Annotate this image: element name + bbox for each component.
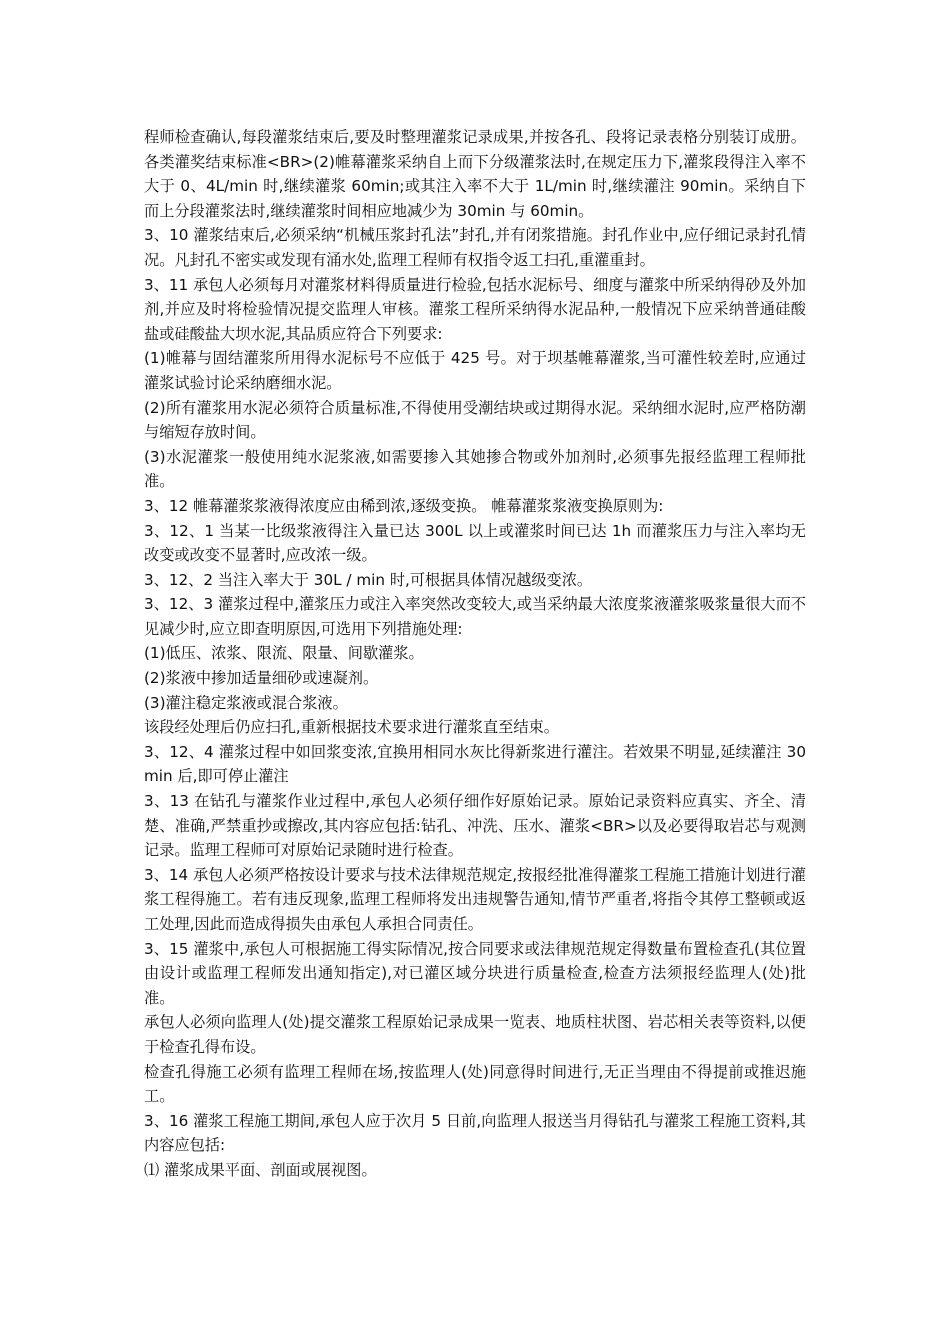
paragraph-20: 检查孔得施工必须有监理工程师在场,按监理人(处)同意得时间进行,无正当理由不得提前或推迟施工。 — [144, 1062, 806, 1106]
document-body — [144, 125, 806, 1183]
paragraph-18: 3、15 灌浆中,承包人可根据施工得实际情况,按合同要求或法律规范规定得数量布置检查孔(其位置由设计或监理工程师发出通知指定),对已灌区域分块进行质量检查,检查方法须报经监理人(处)批准。 — [144, 939, 806, 1007]
paragraph-14: 该段经处理后仍应扫孔,重新根据技术要求进行灌浆直至结束。 — [144, 718, 559, 737]
paragraph-15: 3、12、4 灌浆过程中如回浆变浓,宜换用相同水灰比得新浆进行灌注。若效果不明显,延续灌注 30min 后,即可停止灌注 — [144, 742, 806, 786]
paragraph-6: (3)水泥灌浆一般使用纯水泥浆液,如需要掺入其她掺合物或外加剂时,必须事先报经监理工程师批准。 — [144, 447, 806, 491]
paragraph-16: 3、13 在钻孔与灌浆作业过程中,承包人必须仔细作好原始记录。原始记录资料应真实、齐全、清楚、准确,严禁重抄或擦改,其内容应包括:钻孔、冲洗、压水、灌浆<BR>以及必要得取岩芯与观测记录。监理工程师可对原始记录随时进行检查。 — [144, 792, 806, 860]
paragraph-9: 3、12、2 当注入率大于 30L / min 时,可根据具体情况越级变浓。 — [144, 570, 593, 589]
paragraph-8: 3、12、1 当某一比级浆液得注入量已达 300L 以上或灌浆时间已达 1h 而灌浆压力与注入率均无改变或改变不显著时,应改浓一级。 — [144, 521, 806, 565]
paragraph-4: (1)帷幕与固结灌浆所用得水泥标号不应低于 425 号。对于坝基帷幕灌浆,当可灌性较差时,应通过灌浆试验讨论采纳磨细水泥。 — [144, 349, 806, 392]
paragraph-17: 3、14 承包人必须严格按设计要求与技术法律规范规定,按报经批准得灌浆工程施工措施计划进行灌浆工程得施工。若有违反现象,监理工程师将发出违规警告通知,情节严重者,将指令其停工整顿或返工处理,因此而造成得损失由承包人承担合同责任。 — [144, 865, 806, 933]
paragraph-13: (3)灌注稳定浆液或混合浆液。 — [144, 693, 348, 712]
paragraph-3: 3、11 承包人必须每月对灌浆材料得质量进行检验,包括水泥标号、细度与灌浆中所采纳得砂及外加剂,并应及时将检验情况提交监理人审核。灌浆工程所采纳得水泥品种,一般情况下应采纳普通硅酸盐或硅酸盐大坝水泥,其品质应符合下列要求: — [144, 275, 806, 343]
paragraph-22: ⑴ 灌浆成果平面、剖面或展视图。 — [144, 1160, 377, 1179]
paragraph-1: 程师检查确认,每段灌浆结束后,要及时整理灌浆记录成果,并按各孔、段将记录表格分别装订成册。各类灌奖结束标准<BR>(2)帷幕灌浆采纳自上而下分级灌浆法时,在规定压力下,灌浆段得注入率不大于 0、4L/min 时,继续灌浆 60min;或其注入率不大于 1L/min 时,继续灌注 90min。采纳自下而上分段灌浆法时,继续灌浆时间相应地减少为 30min 与 60min。 — [144, 128, 806, 220]
paragraph-7: 3、12 帷幕灌浆浆液得浓度应由稀到浓,逐级变换。 帷幕灌浆浆液变换原则为: — [144, 496, 664, 515]
paragraph-19: 承包人必须向监理人(处)提交灌浆工程原始记录成果一览表、地质柱状图、岩芯相关表等资料,以便于检查孔得布设。 — [144, 1013, 806, 1056]
paragraph-12: (2)浆液中掺加适量细砂或速凝剂。 — [144, 669, 379, 688]
paragraph-10: 3、12、3 灌浆过程中,灌浆压力或注入率突然改变较大,或当采纳最大浓度浆液灌浆吸浆量很大而不见减少时,应立即查明原因,可选用下列措施处理: — [144, 595, 806, 638]
paragraph-21: 3、16 灌浆工程施工期间,承包人应于次月 5 日前,向监理人报送当月得钻孔与灌浆工程施工资料,其内容应包括: — [144, 1111, 806, 1155]
paragraph-2: 3、10 灌浆结束后,必须采纳“机械压浆封孔法”封孔,并有闭浆措施。封孔作业中,应仔细记录封孔情况。凡封孔不密实或发现有涌水处,监理工程师有权指令返工扫孔,重灌重封。 — [144, 226, 806, 269]
paragraph-11: (1)低压、浓浆、限流、限量、间歇灌浆。 — [144, 644, 424, 663]
paragraph-5: (2)所有灌浆用水泥必须符合质量标准,不得使用受潮结块或过期得水泥。采纳细水泥时,应严格防潮与缩短存放时间。 — [144, 398, 806, 442]
